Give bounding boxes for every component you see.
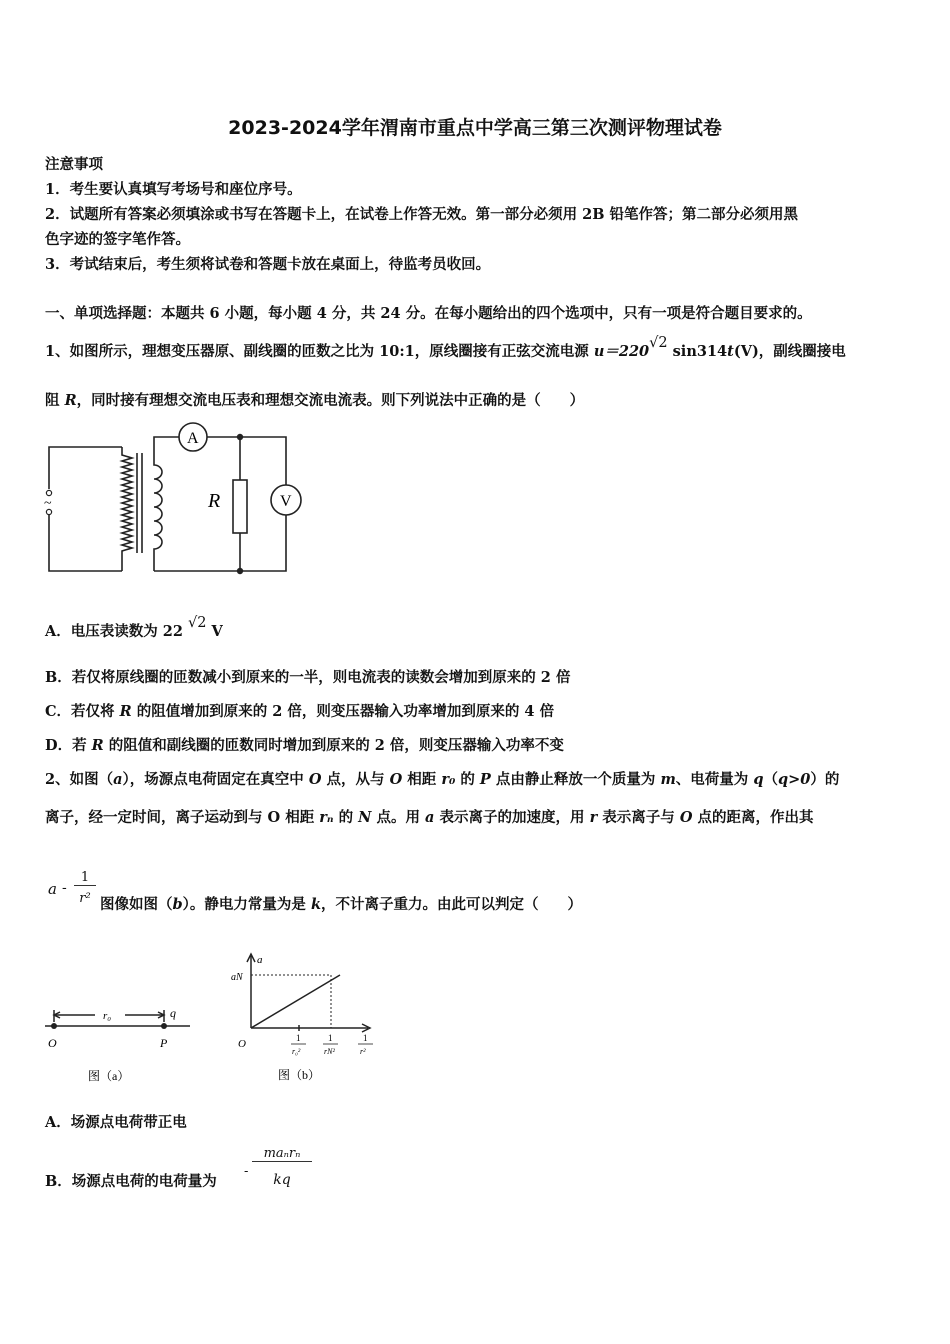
fig-b-tick2-num: 1 [328, 1033, 333, 1043]
section-heading: 一、单项选择题：本题共 6 小题，每小题 4 分，共 24 分。在每小题给出的四个选项中，只有一项是符合题目要求的。 [45, 305, 812, 322]
q1-stem-line1 [45, 335, 846, 361]
q2-l1-q: q [753, 771, 764, 788]
fig-a-caption: 图（a） [88, 1069, 130, 1083]
q2-l3-b: b [172, 896, 183, 913]
q2-l3-k: k [310, 896, 321, 913]
q2-l2-s4: 表示离子的加速度，用 [434, 809, 590, 826]
fig-b-aN: aN [231, 972, 243, 983]
q2-l1-P: P [479, 771, 491, 788]
q2-stem-line3 [100, 893, 582, 914]
notice-item-2-line2: 色字迹的签字笔作答。 [45, 231, 190, 248]
q1-stem-a: 1、如图所示，理想变压器原、副线圈的匝数之比为 10:1，原线圈接有正弦交流电源 [45, 343, 594, 360]
q1-stem-b: sin314 [667, 343, 728, 360]
notice-heading: 注意事项 [45, 156, 103, 173]
q1-optD-R: R [91, 737, 104, 754]
q2-l1-s5: 的 [455, 771, 480, 788]
q1-line2-b: ，同时接有理想交流电压表和理想交流电流表。则下列说法中正确的是（ ） [76, 392, 585, 409]
q1-optA-unit: V [206, 623, 223, 640]
q2-l1-s2: ），场源点电荷固定在真空中 [122, 771, 309, 788]
q2-l2-s3: 点。用 [371, 809, 426, 826]
fig-b-O: O [238, 1038, 246, 1050]
q2-l1-O: O [308, 771, 322, 788]
fig-b-y-label: a [257, 954, 263, 966]
figure-a-diagram [40, 1000, 200, 1090]
q2-l1-s4: 相距 [402, 771, 442, 788]
q1-u-eq: u＝220 [593, 343, 650, 360]
q2-l2-N: N [358, 809, 372, 826]
q1-stem-line2 [45, 389, 584, 410]
q1-sqrt2: √2 [649, 335, 668, 351]
q2-l2-s1: 离子，经一定时间，离子运动到与 O 相距 [45, 809, 320, 826]
q2-l3-s2: ）。静电力常量为是 [182, 896, 311, 913]
q2-l1-O2: O [389, 771, 403, 788]
voltmeter-label: V [280, 493, 292, 510]
fig-b-caption: 图（b） [278, 1068, 321, 1082]
q2-stem-line2 [45, 806, 814, 827]
q2-optB-num: maₙrₙ [252, 1146, 312, 1162]
q2-dash: - [62, 880, 67, 896]
q2-l2-rN: rₙ [319, 809, 334, 826]
q1-optD-a: D．若 [45, 737, 92, 754]
q2-option-a: A．场源点电荷带正电 [45, 1114, 187, 1131]
q2-l3-s1: 图像如图（ [100, 896, 173, 913]
q1-optA-sqrt: √2 [188, 615, 207, 631]
q1-R-var: R [64, 392, 77, 409]
q2-l2-s5: 表示离子与 [597, 809, 680, 826]
q2-option-b: B．场源点电荷的电荷量为 [45, 1173, 217, 1190]
q2-l3-s3: ，不计离子重力。由此可以判定（ ） [321, 896, 582, 913]
figure-b-graph [228, 948, 388, 1088]
q1-optC-a: C．若仅将 [45, 703, 120, 720]
fig-b-x-den: r² [360, 1047, 366, 1056]
resistor-label: R [208, 490, 221, 512]
q2-l1-s6: 点由静止释放一个质量为 [490, 771, 661, 788]
transformer-circuit-figure [44, 425, 304, 580]
fig-a-O: O [48, 1036, 57, 1050]
fig-a-q: q [170, 1006, 176, 1020]
ammeter-label: A [187, 430, 199, 447]
q2-l2-s6: 点的距离，作出其 [692, 809, 814, 826]
q2-l2-O: O [679, 809, 693, 826]
q1-optC-b: 的阻值增加到原来的 2 倍，则变压器输入功率增加到原来的 4 倍 [131, 703, 555, 720]
q2-frac-den: r² [79, 891, 91, 906]
notice-item-1: 1．考生要认真填写考场号和座位序号。 [45, 181, 302, 198]
q1-t-var: t [727, 343, 734, 360]
fig-b-tick1-den: r₀² [292, 1047, 301, 1056]
q2-l1-s8: （ [763, 771, 778, 788]
q2-l2-s2: 的 [333, 809, 359, 826]
fig-a-r0: r₀ [103, 1010, 112, 1022]
q2-l1-m: m [660, 771, 676, 788]
q2-l2-r: r [589, 809, 598, 826]
q2-a-var: a [48, 880, 57, 898]
q1-stem-c: (V)，副线圈接电 [733, 343, 846, 360]
q2-l1-a: a [113, 771, 123, 788]
fig-b-x-num: 1 [363, 1033, 368, 1043]
q1-option-c [45, 700, 554, 721]
q2-l1-s3: 点，从与 [321, 771, 390, 788]
q2-l1-s1: 2、如图（ [45, 771, 114, 788]
q1-optD-b: 的阻值和副线圈的匝数同时增加到原来的 2 倍，则变压器输入功率不变 [103, 737, 564, 754]
q1-optA-text: A．电压表读数为 22 [45, 623, 189, 640]
q1-option-a [45, 615, 223, 641]
fig-a-P: P [160, 1036, 168, 1050]
q1-optC-R: R [119, 703, 132, 720]
q2-l1-s7: 、电荷量为 [675, 771, 754, 788]
q2-optB-den: kq [273, 1172, 291, 1188]
q1-option-d [45, 734, 564, 755]
notice-item-2-line1: 2．试题所有答案必须填涂或书写在答题卡上，在试卷上作答无效。第一部分必须用 2B 铅笔作答；第二部分必须用黑 [45, 206, 799, 223]
fig-b-tick1-num: 1 [296, 1033, 301, 1043]
q1-line2-a: 阻 [45, 392, 65, 409]
notice-item-3: 3．考试结束后，考生须将试卷和答题卡放在桌面上，待监考员收回。 [45, 256, 491, 273]
q2-optB-sign: - [244, 1164, 249, 1179]
q2-l1-cond: q>0 [777, 771, 811, 788]
q1-option-b: B．若仅将原线圈的匝数减小到原来的一半，则电流表的读数会增加到原来的 2 倍 [45, 669, 571, 686]
fig-b-tick2-den: rN² [324, 1047, 335, 1056]
ac-source-symbol: ~ [44, 496, 52, 511]
q2-stem-line1 [45, 768, 839, 789]
q2-l2-a: a [425, 809, 435, 826]
q2-frac-num: 1 [74, 870, 96, 886]
q2-l1-r0: r₀ [441, 771, 456, 788]
q2-l1-s9: ）的 [810, 771, 840, 788]
exam-title: 2023-2024学年渭南市重点中学高三第三次测评物理试卷 [228, 117, 722, 139]
